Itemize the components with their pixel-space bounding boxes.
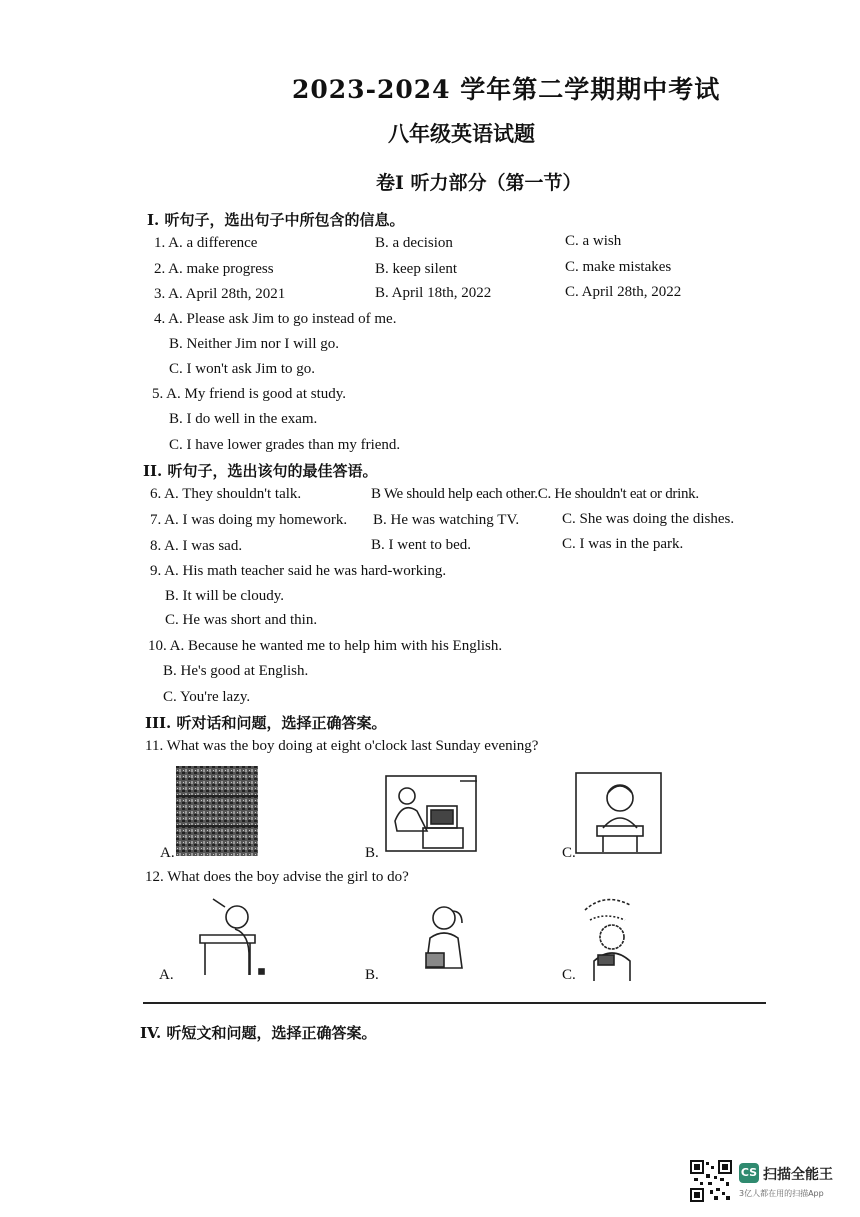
q11-picture-c (575, 768, 665, 858)
q9-option-b: B. It will be cloudy. (165, 588, 285, 604)
q10-option-b: B. He's good at English. (163, 663, 309, 679)
q3-option-c: C. April 28th, 2022 (565, 284, 682, 300)
q10-option-a: 10. A. Because he wanted me to help him with his English. (148, 638, 503, 654)
camscanner-name: 扫描全能王 (763, 1167, 833, 1183)
q6-option-bc: B We should help each other.C. He shouldn't eat or drink. (371, 486, 699, 502)
q7-option-b: B. He was watching TV. (373, 512, 520, 528)
q12-label-a: A. (159, 967, 174, 983)
q12-question: 12. What does the boy advise the girl to do? (145, 869, 409, 885)
q9-option-a: 9. A. His math teacher said he was hard-working. (150, 563, 447, 579)
camscanner-tagline: 3亿人都在用的扫描App (739, 1189, 824, 1198)
q3-option-b: B. April 18th, 2022 (375, 285, 492, 301)
q8-option-c: C. I was in the park. (562, 536, 684, 552)
part4-heading: IV. 听短文和问题，选择正确答案。 (140, 1024, 377, 1042)
q4-option-a: 4. A. Please ask Jim to go instead of me. (154, 311, 397, 327)
q12-picture-b (418, 903, 470, 978)
q12-picture-a (195, 895, 270, 980)
q2-option-a: 2. A. make progress (154, 261, 274, 277)
q11-label-b: B. (365, 845, 379, 861)
q11-picture-a (176, 766, 258, 856)
qr-code-icon (690, 1160, 732, 1202)
q1-option-a: 1. A. a difference (154, 235, 258, 251)
q8-option-b: B. I went to bed. (371, 537, 471, 553)
q11-label-c: C. (562, 845, 576, 861)
q2-option-c: C. make mistakes (565, 259, 672, 275)
q12-label-c: C. (562, 967, 576, 983)
q12-picture-c (580, 895, 642, 983)
part3-heading: III. 听对话和问题，选择正确答案。 (145, 714, 387, 732)
q7-option-a: 7. A. I was doing my homework. (150, 512, 348, 528)
exam-title: 2023-2024 学年第二学期期中考试 (292, 75, 721, 104)
q3-option-a: 3. A. April 28th, 2021 (154, 286, 286, 302)
q11-picture-b (385, 766, 480, 858)
q7-option-c: C. She was doing the dishes. (562, 511, 735, 527)
q10-option-c: C. You're lazy. (163, 689, 251, 705)
q12-label-b: B. (365, 967, 379, 983)
part2-heading: II. 听句子，选出该句的最佳答语。 (143, 462, 378, 480)
q11-label-a: A. (160, 845, 175, 861)
q9-option-c: C. He was short and thin. (165, 612, 318, 628)
q1-option-c: C. a wish (565, 233, 622, 249)
q1-option-b: B. a decision (375, 235, 453, 251)
q5-option-a: 5. A. My friend is good at study. (152, 386, 347, 402)
q11-question: 11. What was the boy doing at eight o'clock last Sunday evening? (145, 738, 539, 754)
q8-option-a: 8. A. I was sad. (150, 538, 243, 554)
q5-option-c: C. I have lower grades than my friend. (169, 437, 401, 453)
section-divider (143, 1002, 766, 1004)
section-title: 卷I 听力部分（第一节） (376, 172, 582, 194)
q5-option-b: B. I do well in the exam. (169, 411, 318, 427)
q4-option-c: C. I won't ask Jim to go. (169, 361, 316, 377)
q4-option-b: B. Neither Jim nor I will go. (169, 336, 339, 352)
q2-option-b: B. keep silent (375, 261, 458, 277)
camscanner-logo-icon: CS (739, 1163, 759, 1183)
part1-heading: I. 听句子，选出句子中所包含的信息。 (147, 211, 405, 229)
q6-option-a: 6. A. They shouldn't talk. (150, 486, 302, 502)
exam-subtitle: 八年级英语试题 (388, 121, 535, 146)
